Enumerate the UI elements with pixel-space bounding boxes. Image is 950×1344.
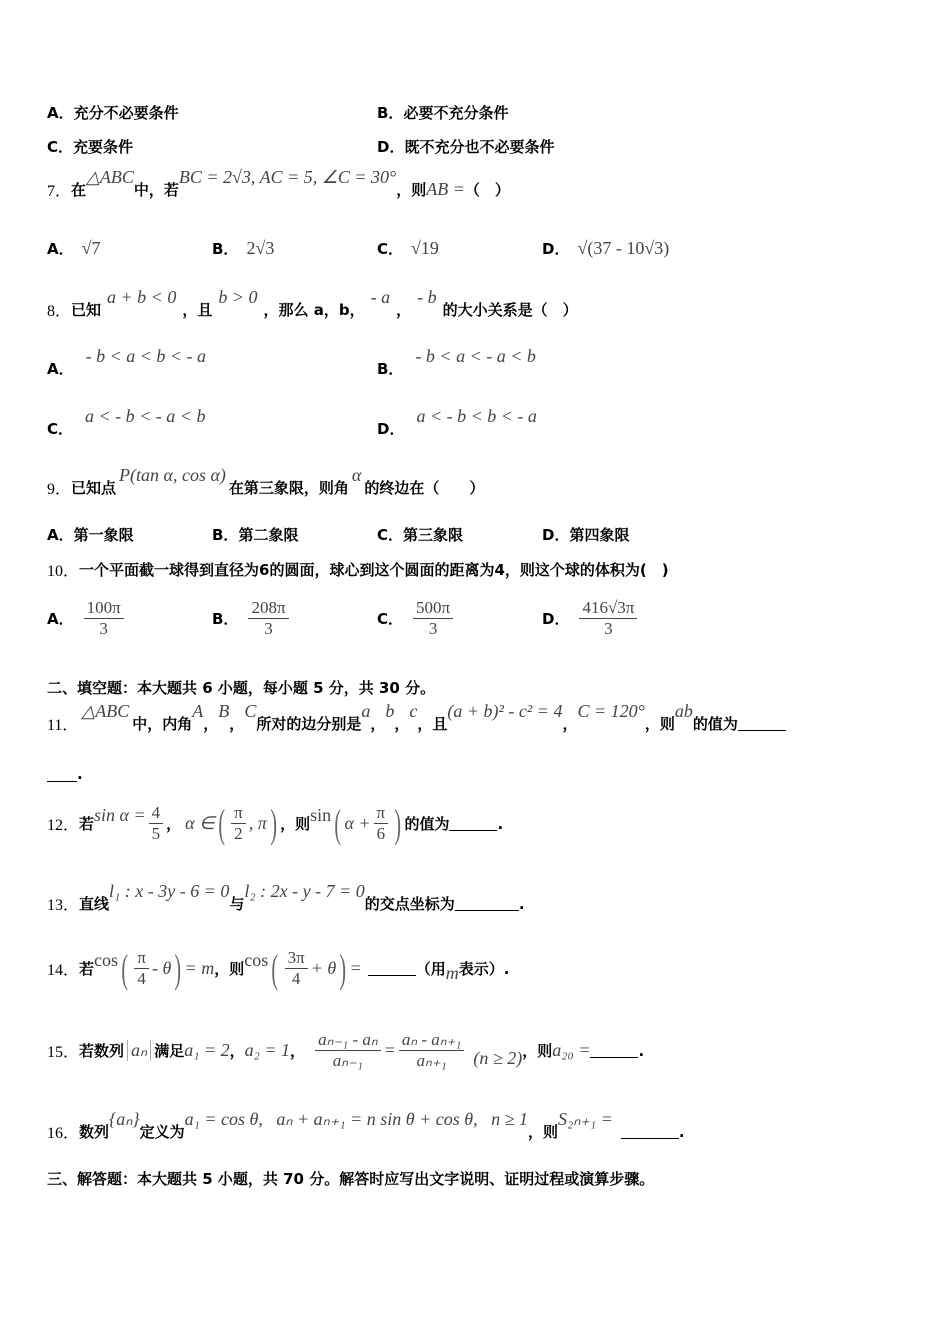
answer-blank[interactable] bbox=[449, 816, 497, 831]
math: B bbox=[218, 701, 230, 721]
numerator: 3π bbox=[285, 948, 308, 969]
fraction bbox=[315, 1030, 381, 1071]
fraction bbox=[248, 598, 288, 639]
text: . bbox=[638, 1041, 645, 1060]
text: ，则 bbox=[280, 815, 311, 833]
math: a₁ = 2 bbox=[184, 1040, 230, 1060]
question-8 bbox=[47, 287, 578, 321]
option-label: A． bbox=[47, 240, 74, 258]
math: (n ≥ 2) bbox=[473, 1048, 523, 1068]
text: ， bbox=[203, 715, 219, 733]
q10-option-b bbox=[212, 598, 292, 639]
question-11-continued bbox=[47, 765, 83, 783]
text: 中，内角 bbox=[132, 715, 193, 733]
option-label: C． bbox=[377, 526, 404, 544]
math: m bbox=[445, 963, 459, 983]
denominator: 3 bbox=[99, 619, 108, 638]
option-label: C． bbox=[377, 240, 404, 258]
text: 若 bbox=[79, 815, 95, 833]
fraction bbox=[231, 803, 246, 844]
fraction bbox=[374, 803, 389, 844]
numerator: 416√3π bbox=[579, 598, 637, 619]
math: sin bbox=[310, 805, 332, 825]
text: 已知 bbox=[71, 301, 102, 319]
question-number: 9． bbox=[47, 481, 72, 498]
fraction bbox=[413, 598, 453, 639]
question-number: 15． bbox=[47, 1044, 80, 1061]
text: ， bbox=[370, 715, 386, 733]
q8-option-c bbox=[47, 406, 206, 439]
math: , π bbox=[248, 813, 267, 833]
text: ， bbox=[396, 301, 412, 319]
option-label: A． bbox=[47, 610, 74, 628]
math: l₂ : 2x - y - 7 = 0 bbox=[244, 881, 365, 901]
q7-option-a bbox=[47, 238, 101, 259]
question-9 bbox=[47, 465, 485, 499]
option-math: √7 bbox=[81, 238, 101, 258]
option-math: - b < a < - a < b bbox=[415, 346, 536, 366]
question-10 bbox=[47, 558, 669, 581]
answer-blank[interactable] bbox=[738, 716, 786, 731]
math: C bbox=[244, 701, 257, 721]
text: ， bbox=[229, 1042, 245, 1060]
question-13 bbox=[47, 881, 525, 915]
math: = bbox=[349, 958, 362, 978]
fraction bbox=[285, 948, 308, 989]
math: a₂ = 1 bbox=[244, 1040, 291, 1060]
answer-blank[interactable] bbox=[455, 896, 519, 911]
option-label: C． bbox=[47, 138, 74, 156]
option-label: D． bbox=[542, 526, 570, 544]
text: 所对的边分别是 bbox=[256, 715, 362, 733]
q8-option-b bbox=[377, 346, 536, 379]
question-number: 8． bbox=[47, 303, 72, 320]
q6-option-c bbox=[47, 136, 133, 157]
question-15 bbox=[47, 1030, 644, 1071]
text: ，则 bbox=[522, 1042, 553, 1060]
math: = m bbox=[184, 958, 215, 978]
question-12: 12． 若 sin α = $\frac{4}{5}$ ， α ∈ ( $\frac{\pi}{2}$ , π ) ，则 sin ( α + $\frac{\pi}{6}$ ) 的值为 . bbox=[47, 801, 504, 846]
question-number: 13． bbox=[47, 897, 80, 914]
text: 表示）. bbox=[458, 960, 510, 978]
text: ， bbox=[166, 815, 182, 833]
text: 在第三象限，则角 bbox=[228, 479, 349, 497]
text: ， bbox=[394, 715, 410, 733]
option-math: a < - b < - a < b bbox=[85, 406, 206, 426]
option-label: A． bbox=[47, 360, 74, 378]
math: cos bbox=[94, 950, 119, 970]
option-label: B． bbox=[377, 104, 404, 122]
fraction bbox=[134, 948, 149, 989]
q6-option-d bbox=[377, 136, 554, 157]
option-text: 第四象限 bbox=[569, 526, 630, 544]
math: C = 120° bbox=[577, 701, 645, 721]
option-math: √(37 - 10√3) bbox=[577, 238, 670, 258]
numerator: 100π bbox=[84, 598, 124, 619]
q6-option-b bbox=[377, 102, 508, 123]
math: - a bbox=[370, 287, 391, 307]
option-math: 2√3 bbox=[246, 238, 275, 258]
math: aₙ bbox=[127, 1040, 151, 1061]
denominator: 3 bbox=[604, 619, 613, 638]
answer-blank[interactable] bbox=[590, 1043, 638, 1058]
option-text: 必要不充分条件 bbox=[403, 104, 509, 122]
q9-option-d bbox=[542, 524, 629, 545]
math: l₁ : x - 3y - 6 = 0 bbox=[109, 881, 230, 901]
text: 一个平面截一球得到直径为6的圆面，球心到这个圆面的距离为4，则这个球的体积为( ) bbox=[79, 561, 669, 579]
text: 数列 bbox=[79, 1123, 110, 1141]
math: (a + b)² - c² = 4 bbox=[447, 701, 563, 721]
question-number: 12． bbox=[47, 817, 80, 834]
option-math: a < - b < b < - a bbox=[416, 406, 537, 426]
q9-option-a bbox=[47, 524, 134, 545]
answer-blank[interactable] bbox=[621, 1124, 679, 1139]
option-label: A． bbox=[47, 104, 74, 122]
math: b > 0 bbox=[218, 287, 258, 307]
numerator: aₙ - aₙ₊₁ bbox=[399, 1030, 465, 1051]
math: α bbox=[351, 465, 362, 485]
fraction bbox=[399, 1030, 465, 1071]
text: （用 bbox=[415, 960, 446, 978]
math: + θ bbox=[310, 958, 337, 978]
q7-option-c bbox=[377, 238, 439, 259]
option-text: 第二象限 bbox=[238, 526, 299, 544]
question-7 bbox=[47, 167, 510, 201]
option-label: C． bbox=[47, 420, 74, 438]
question-11 bbox=[47, 701, 786, 735]
section-2-heading: 二、填空题：本大题共 6 小题，每小题 5 分，共 30 分。 bbox=[47, 679, 436, 697]
option-text: 既不充分也不必要条件 bbox=[404, 138, 555, 156]
q7-option-b bbox=[212, 238, 274, 259]
math: S₂ₙ₊₁ = bbox=[558, 1109, 613, 1129]
denominator: 2 bbox=[234, 824, 243, 843]
question-14: 14． 若 cos ( $\frac{\pi}{4}$ - θ ) = m ，则 cos ( $\frac{3\pi}{4}$ + θ ) = （用 m 表示）. bbox=[47, 946, 510, 991]
text: 满足 bbox=[154, 1042, 185, 1060]
q10-option-c bbox=[377, 598, 456, 639]
text: 已知点 bbox=[71, 479, 117, 497]
numerator: 4 bbox=[149, 803, 164, 824]
option-label: D． bbox=[542, 610, 570, 628]
option-label: C． bbox=[377, 610, 404, 628]
q10-option-a bbox=[47, 598, 127, 639]
denominator: aₙ₋₁ bbox=[332, 1051, 363, 1070]
text: ， bbox=[562, 715, 578, 733]
denominator: aₙ₊₁ bbox=[416, 1051, 447, 1070]
text: ， bbox=[229, 715, 245, 733]
math: - θ bbox=[151, 958, 172, 978]
option-text: 第三象限 bbox=[403, 526, 464, 544]
text: 与 bbox=[229, 895, 245, 913]
option-label: B． bbox=[212, 610, 239, 628]
option-text: 第一象限 bbox=[73, 526, 134, 544]
option-math: √19 bbox=[411, 238, 439, 258]
math: α ∈ bbox=[185, 813, 215, 833]
math: {aₙ} bbox=[109, 1109, 140, 1129]
option-label: B． bbox=[377, 360, 404, 378]
option-label: B． bbox=[212, 526, 239, 544]
numerator: π bbox=[231, 803, 246, 824]
text: ，则 bbox=[527, 1123, 558, 1141]
q10-option-d bbox=[542, 598, 640, 639]
math: a bbox=[361, 701, 371, 721]
text: 若 bbox=[79, 960, 95, 978]
q9-option-b bbox=[212, 524, 298, 545]
math: c bbox=[409, 701, 418, 721]
q9-option-c bbox=[377, 524, 463, 545]
text: ，则 bbox=[644, 715, 675, 733]
text: . bbox=[678, 1122, 685, 1141]
text: 的大小关系是（ ） bbox=[442, 301, 578, 319]
math: a₁ = cos θ, aₙ + aₙ₊₁ = n sin θ + cos θ, n ≥ 1 bbox=[184, 1109, 528, 1129]
math: A bbox=[192, 701, 204, 721]
option-label: A． bbox=[47, 526, 74, 544]
question-16 bbox=[47, 1109, 685, 1143]
option-text: 充要条件 bbox=[73, 138, 134, 156]
text: ，那么 a，b， bbox=[263, 301, 365, 319]
text: 的值为 bbox=[692, 715, 738, 733]
text: 在 bbox=[71, 181, 87, 199]
math: △ABC bbox=[81, 701, 130, 721]
numerator: aₙ₋₁ - aₙ bbox=[315, 1030, 381, 1051]
answer-blank[interactable] bbox=[47, 767, 77, 782]
math: cos bbox=[244, 950, 269, 970]
question-number: 7． bbox=[47, 183, 72, 200]
text: . bbox=[77, 765, 83, 783]
text: 的交点坐标为 bbox=[364, 895, 455, 913]
text: ，则 bbox=[396, 181, 427, 199]
answer-blank[interactable] bbox=[368, 961, 416, 976]
text: ， bbox=[290, 1042, 306, 1060]
math: α + bbox=[344, 813, 371, 833]
option-label: B． bbox=[212, 240, 239, 258]
math: a + b < 0 bbox=[107, 287, 177, 307]
denominator: 4 bbox=[291, 969, 301, 988]
text: . bbox=[518, 894, 525, 913]
text: 若数列 bbox=[79, 1042, 125, 1060]
option-text: 充分不必要条件 bbox=[73, 104, 179, 122]
denominator: 6 bbox=[376, 824, 386, 843]
text: . bbox=[497, 814, 504, 833]
math: AB = bbox=[426, 179, 465, 199]
denominator: 3 bbox=[428, 619, 438, 638]
q8-option-a bbox=[47, 346, 207, 379]
text: ，且 bbox=[182, 301, 213, 319]
q6-option-a bbox=[47, 102, 179, 123]
question-number: 10． bbox=[47, 563, 80, 580]
text: ，且 bbox=[417, 715, 448, 733]
numerator: π bbox=[134, 948, 149, 969]
q8-option-d bbox=[377, 406, 537, 439]
fraction bbox=[84, 598, 124, 639]
text: 直线 bbox=[79, 895, 110, 913]
math: - b bbox=[417, 287, 437, 307]
text: ，则 bbox=[214, 960, 245, 978]
q7-option-d bbox=[542, 238, 669, 259]
section-3-heading: 三、解答题：本大题共 5 小题，共 70 分。解答时应写出文字说明、证明过程或演算步骤。 bbox=[47, 1170, 655, 1188]
math: sin α = bbox=[94, 805, 146, 825]
text: 中，若 bbox=[133, 181, 179, 199]
denominator: 5 bbox=[151, 824, 161, 843]
option-math: - b < a < b < - a bbox=[85, 346, 207, 366]
option-label: D． bbox=[542, 240, 570, 258]
numerator: 208π bbox=[248, 598, 288, 619]
fraction bbox=[579, 598, 637, 639]
numerator: π bbox=[374, 803, 389, 824]
denominator: 3 bbox=[264, 619, 273, 638]
text: 的值为 bbox=[404, 815, 450, 833]
question-number: 11． bbox=[47, 717, 79, 734]
math: BC = 2√3, AC = 5, ∠C = 30° bbox=[178, 167, 397, 187]
math: P(tan α, cos α) bbox=[119, 465, 226, 485]
math: △ABC bbox=[86, 167, 134, 187]
text: 定义为 bbox=[139, 1123, 185, 1141]
text: （ ） bbox=[464, 181, 510, 199]
text: 的终边在（ ） bbox=[364, 479, 485, 497]
math: a₂₀ = bbox=[552, 1040, 591, 1060]
question-number: 16． bbox=[47, 1125, 80, 1142]
option-label: D． bbox=[377, 420, 405, 438]
numerator: 500π bbox=[413, 598, 453, 619]
fraction bbox=[149, 803, 164, 844]
question-number: 14． bbox=[47, 962, 80, 979]
option-label: D． bbox=[377, 138, 405, 156]
math: ab bbox=[674, 701, 693, 721]
denominator: 4 bbox=[137, 969, 146, 988]
math: = bbox=[383, 1040, 396, 1060]
math: b bbox=[385, 701, 395, 721]
